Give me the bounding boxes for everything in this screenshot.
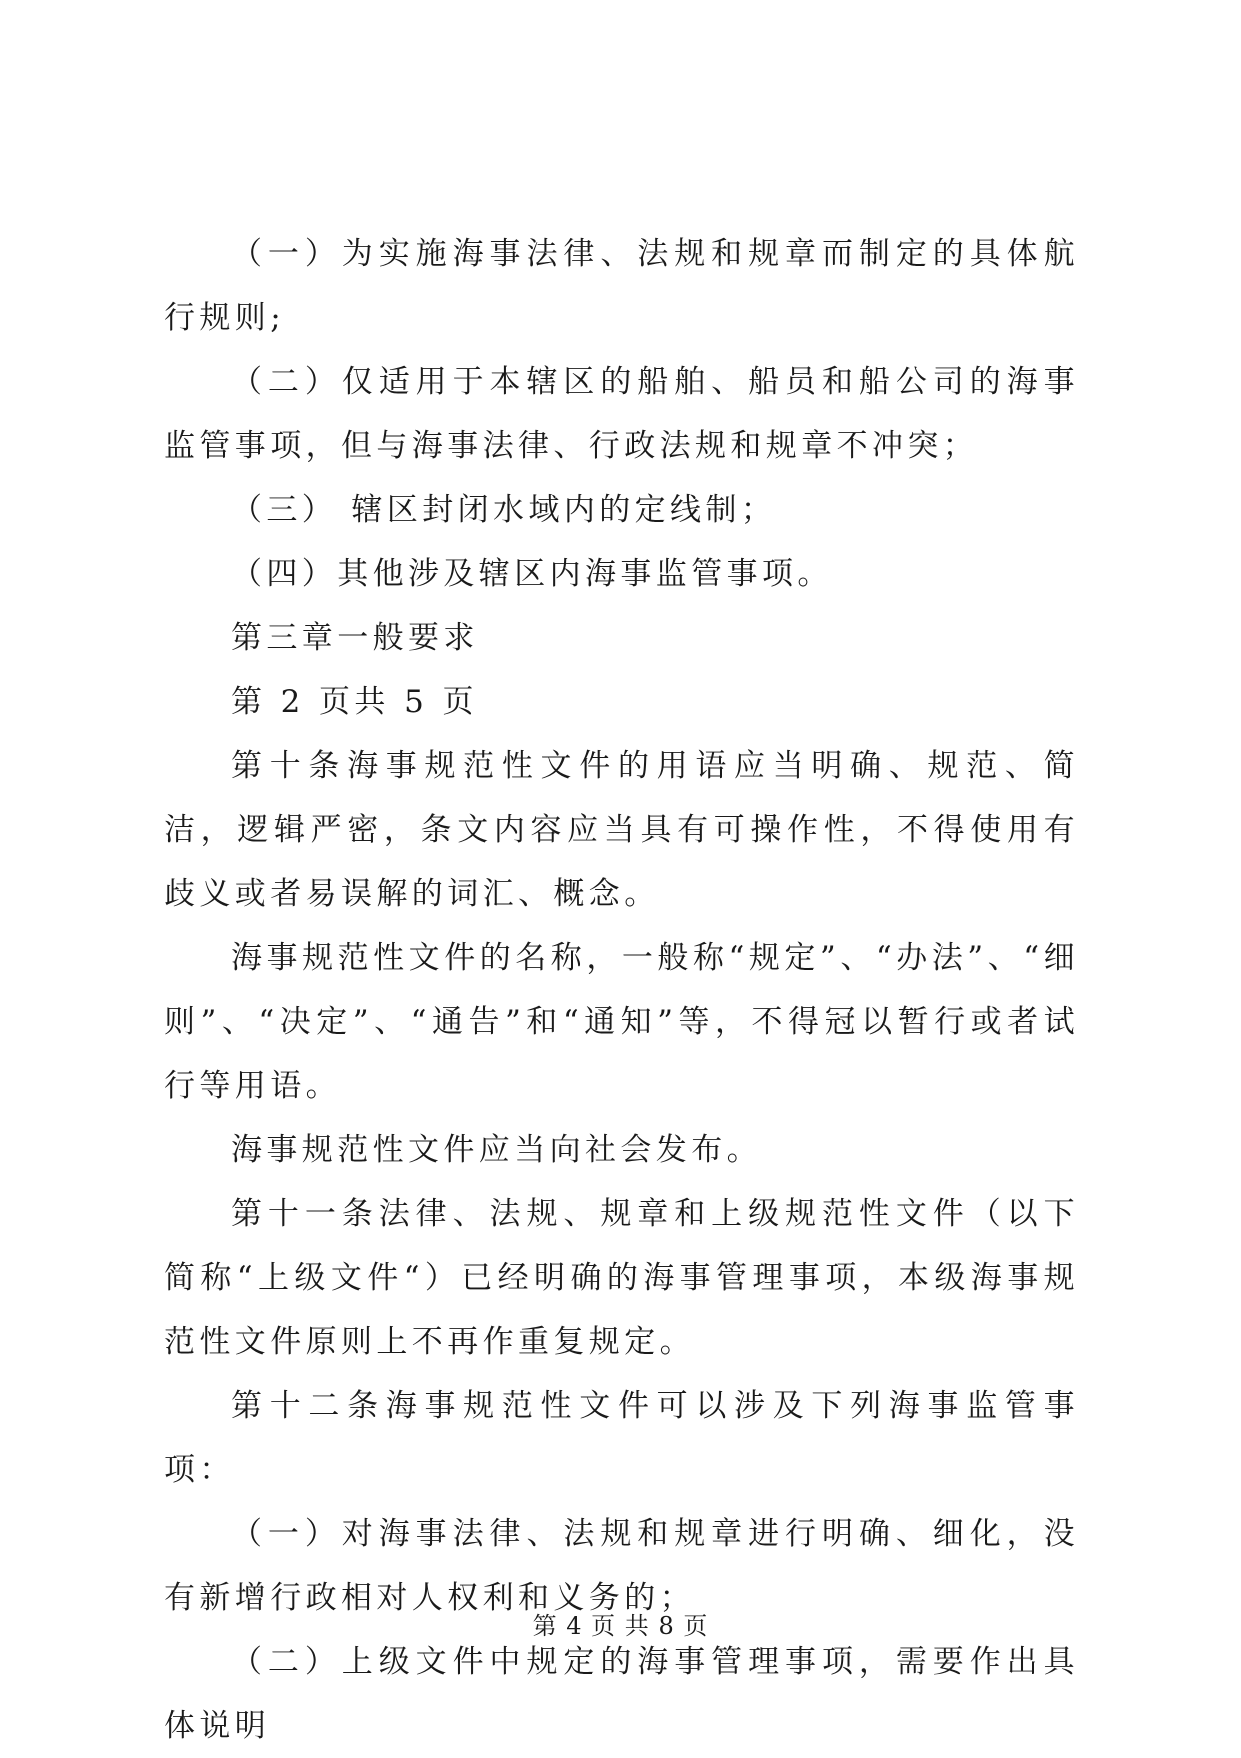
paragraph: 第十二条海事规范性文件可以涉及下列海事监管事项： [164, 1388, 1079, 1488]
paragraph: 第十一条法律、法规、规章和上级规范性文件（以下简称“上级文件“）已经明确的海事管理事项，本级海事规范性文件原则上不再作重复规定。 [164, 1196, 1079, 1360]
paragraph: （一）对海事法律、法规和规章进行明确、细化，没有新增行政相对人权利和义务的； [164, 1516, 1079, 1616]
chapter-heading: 第三章一般要求 [231, 620, 479, 656]
paragraph: （四）其他涉及辖区内海事监管事项。 [231, 556, 833, 592]
page-footer: 第 4 页 共 8 页 [532, 1612, 709, 1640]
inline-page-marker: 第 2 页共 5 页 [231, 684, 478, 720]
document-body [164, 222, 1079, 1758]
paragraph: （三） 辖区封闭水域内的定线制； [231, 492, 777, 528]
paragraph: （一）为实施海事法律、法规和规章而制定的具体航行规则; [164, 236, 1079, 336]
paragraph: （二）上级文件中规定的海事管理事项，需要作出具体说明 [164, 1644, 1079, 1744]
paragraph: 第十条海事规范性文件的用语应当明确、规范、简洁，逻辑严密，条文内容应当具有可操作性，不得使用有歧义或者易误解的词汇、概念。 [164, 748, 1079, 912]
paragraph: 海事规范性文件应当向社会发布。 [231, 1132, 762, 1168]
paragraph: 海事规范性文件的名称，一般称“规定”、“办法”、“细则”、“决定”、“通告”和“通知”等，不得冠以暂行或者试行等用语。 [164, 940, 1079, 1104]
paragraph: （二）仅适用于本辖区的船舶、船员和船公司的海事监管事项，但与海事法律、行政法规和规章不冲突； [164, 364, 1079, 464]
